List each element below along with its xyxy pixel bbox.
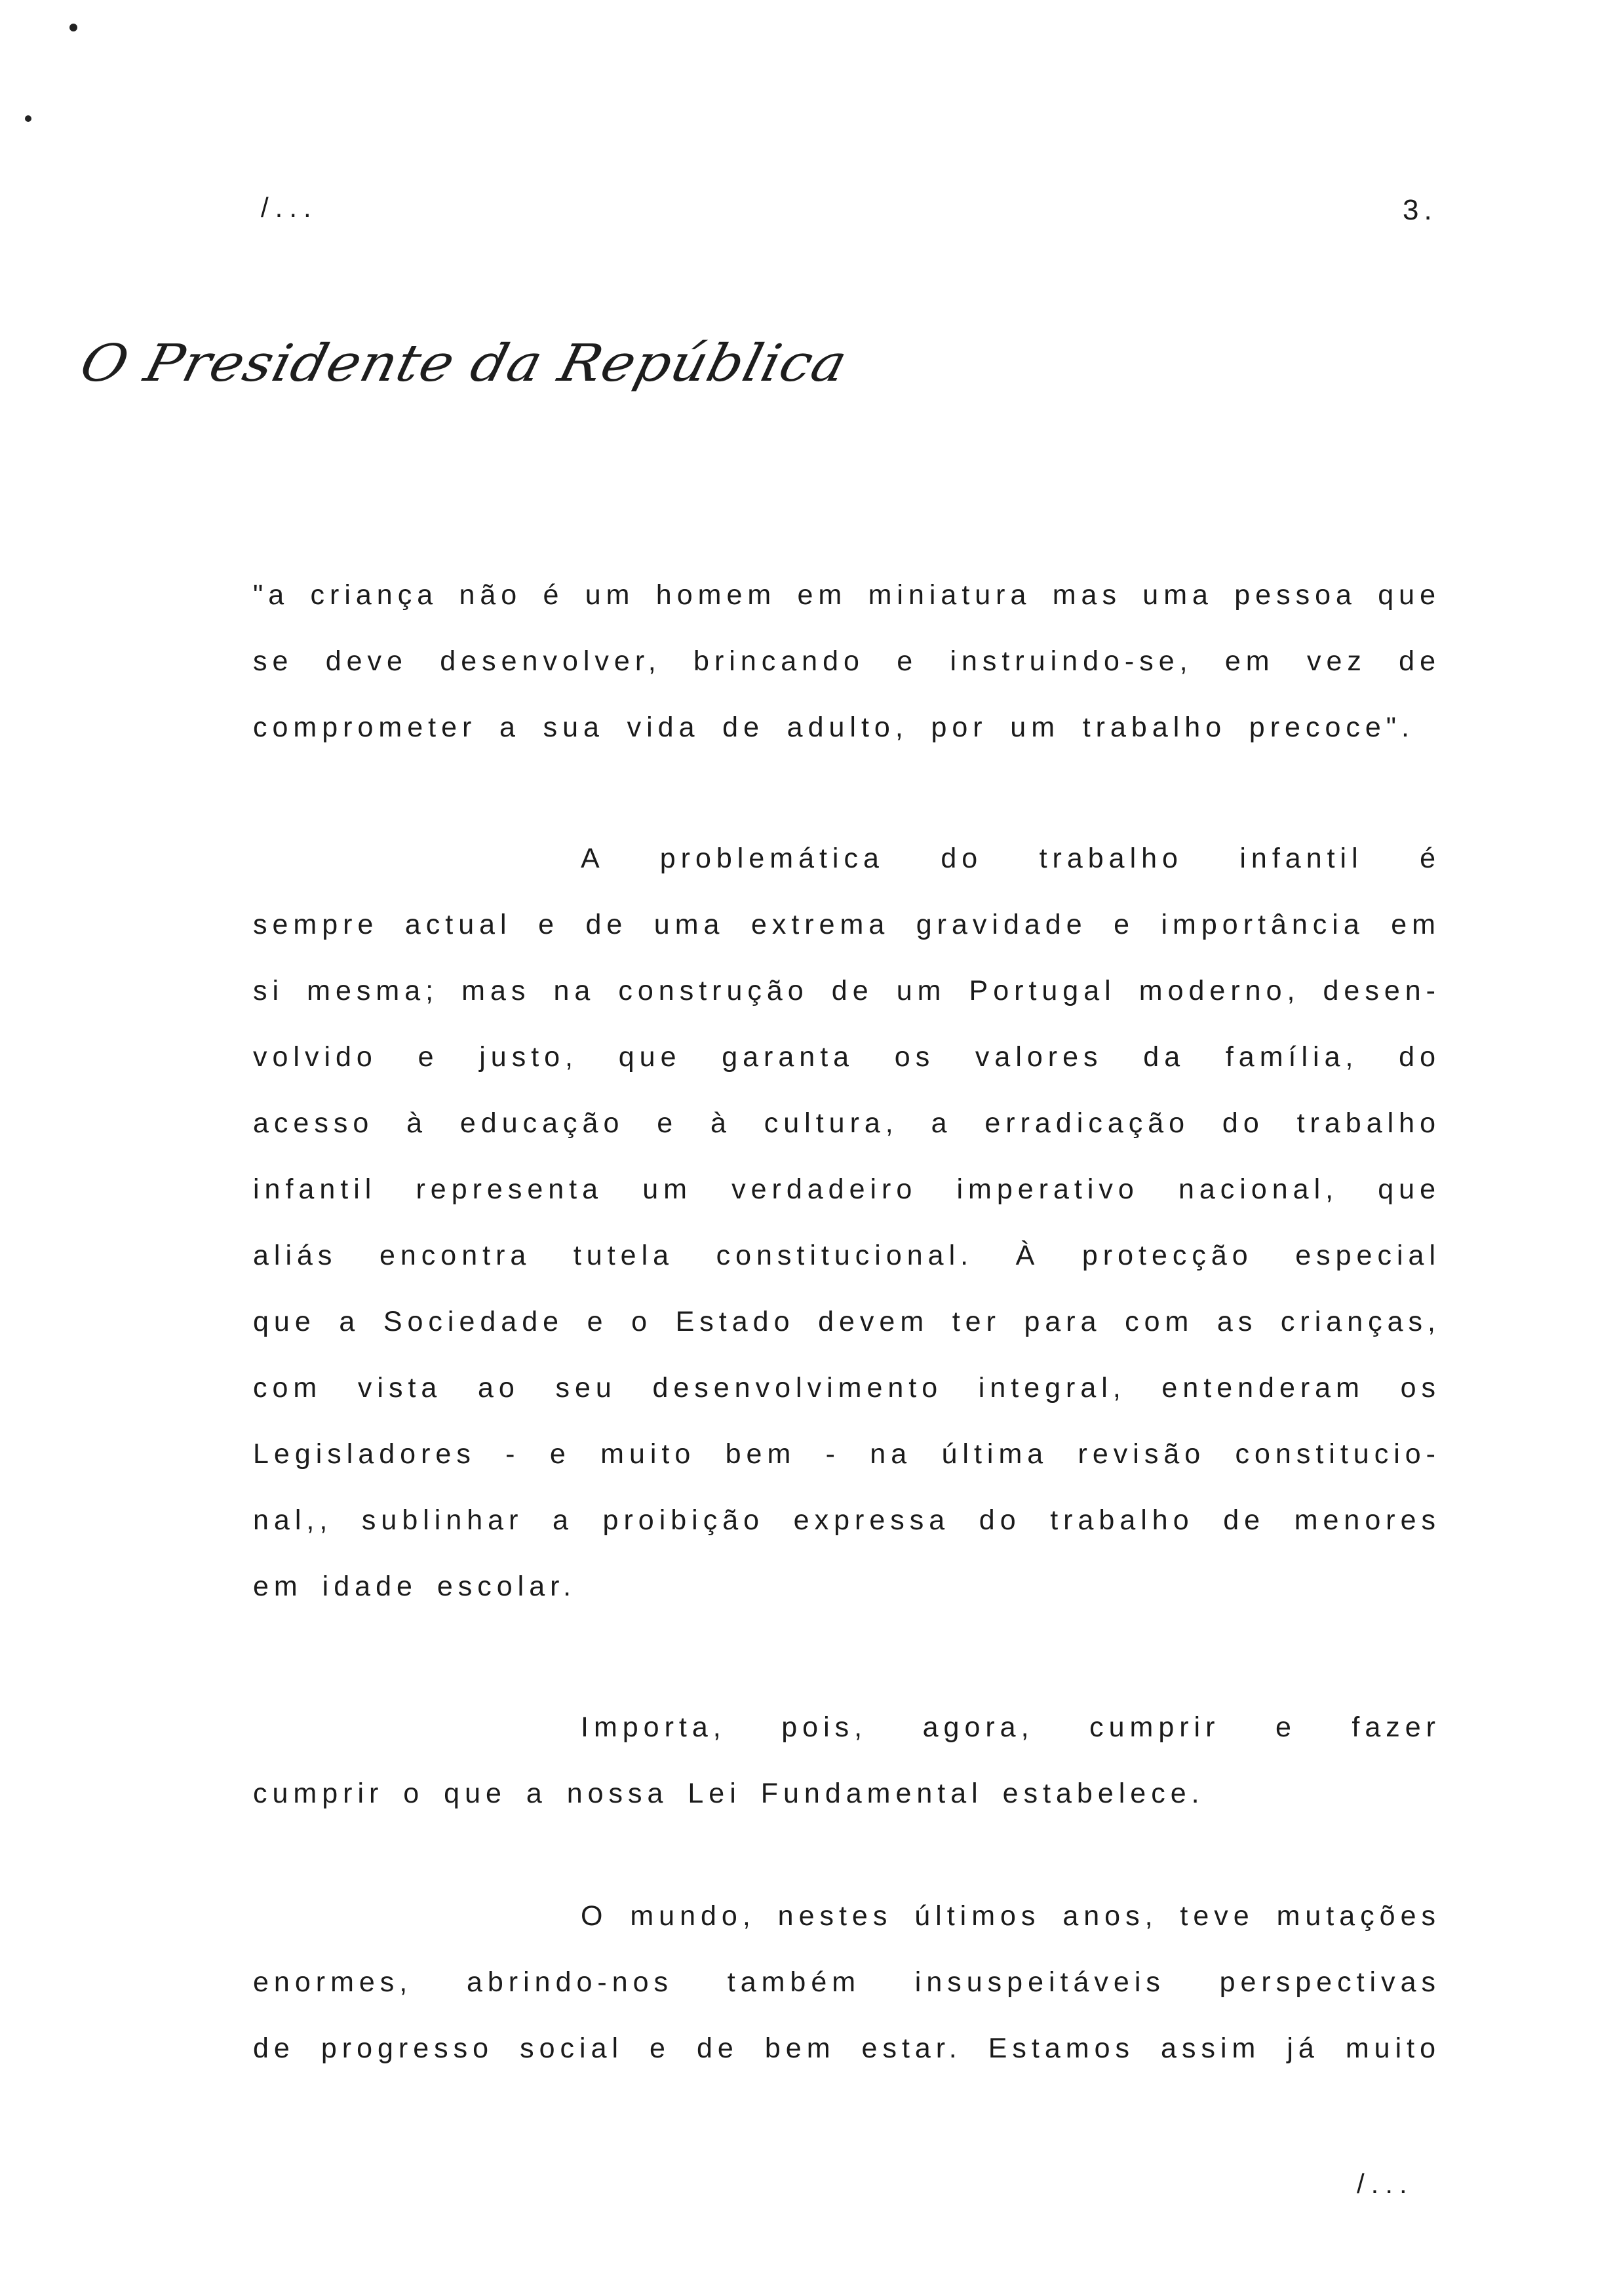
- text-line: enormes, abrindo-nos também insuspeitáveis perspectivas: [253, 1966, 1441, 1998]
- page-number: 3.: [1403, 194, 1437, 226]
- text-line: volvido e justo, que garanta os valores da família, do: [253, 1041, 1441, 1073]
- text-line: em idade escolar.: [253, 1571, 577, 1602]
- text-line: comprometer a sua vida de adulto, por um trabalho precoce".: [253, 712, 1414, 743]
- paragraph-world-changes: [253, 1900, 1441, 2099]
- text-line: Importa, pois, agora, cumprir e fazer: [581, 1712, 1441, 1743]
- text-line: A problemática do trabalho infantil é: [581, 843, 1441, 874]
- text-line: nal,, sublinhar a proibição expressa do trabalho de menores: [253, 1504, 1441, 1536]
- paragraph-fundamental-law: [253, 1712, 1441, 1844]
- letterhead: O Presidente da República: [74, 334, 853, 393]
- continuation-mark-bottom: /...: [1357, 2168, 1414, 2199]
- text-line: "a criança não é um homem em miniatura mas uma pessoa que: [253, 579, 1441, 611]
- text-line: sempre actual e de uma extrema gravidade e importância em: [253, 909, 1441, 940]
- paragraph-quote: [253, 579, 1441, 778]
- continuation-mark-top: /...: [261, 192, 318, 223]
- text-line: O mundo, nestes últimos anos, teve mutações: [581, 1900, 1441, 1932]
- text-line: aliás encontra tutela constitucional. À protecção especial: [253, 1240, 1441, 1271]
- text-line: infantil representa um verdadeiro imperativo nacional, que: [253, 1174, 1441, 1205]
- text-line: que a Sociedade e o Estado devem ter para com as crianças,: [253, 1306, 1441, 1337]
- text-line: si mesma; mas na construção de um Portugal moderno, desen-: [253, 975, 1441, 1006]
- text-line: Legisladores - e muito bem - na última revisão constitucio-: [253, 1438, 1441, 1470]
- text-line: acesso à educação e à cultura, a erradicação do trabalho: [253, 1107, 1441, 1139]
- paragraph-child-labour: [253, 843, 1441, 1637]
- text-line: cumprir o que a nossa Lei Fundamental estabelece.: [253, 1778, 1205, 1809]
- text-line: com vista ao seu desenvolvimento integral, entenderam os: [253, 1372, 1441, 1404]
- scan-speck: [69, 24, 77, 31]
- scan-speck: [25, 115, 31, 122]
- text-line: se deve desenvolver, brincando e instruindo-se, em vez de: [253, 645, 1441, 677]
- text-line: de progresso social e de bem estar. Estamos assim já muito: [253, 2033, 1441, 2064]
